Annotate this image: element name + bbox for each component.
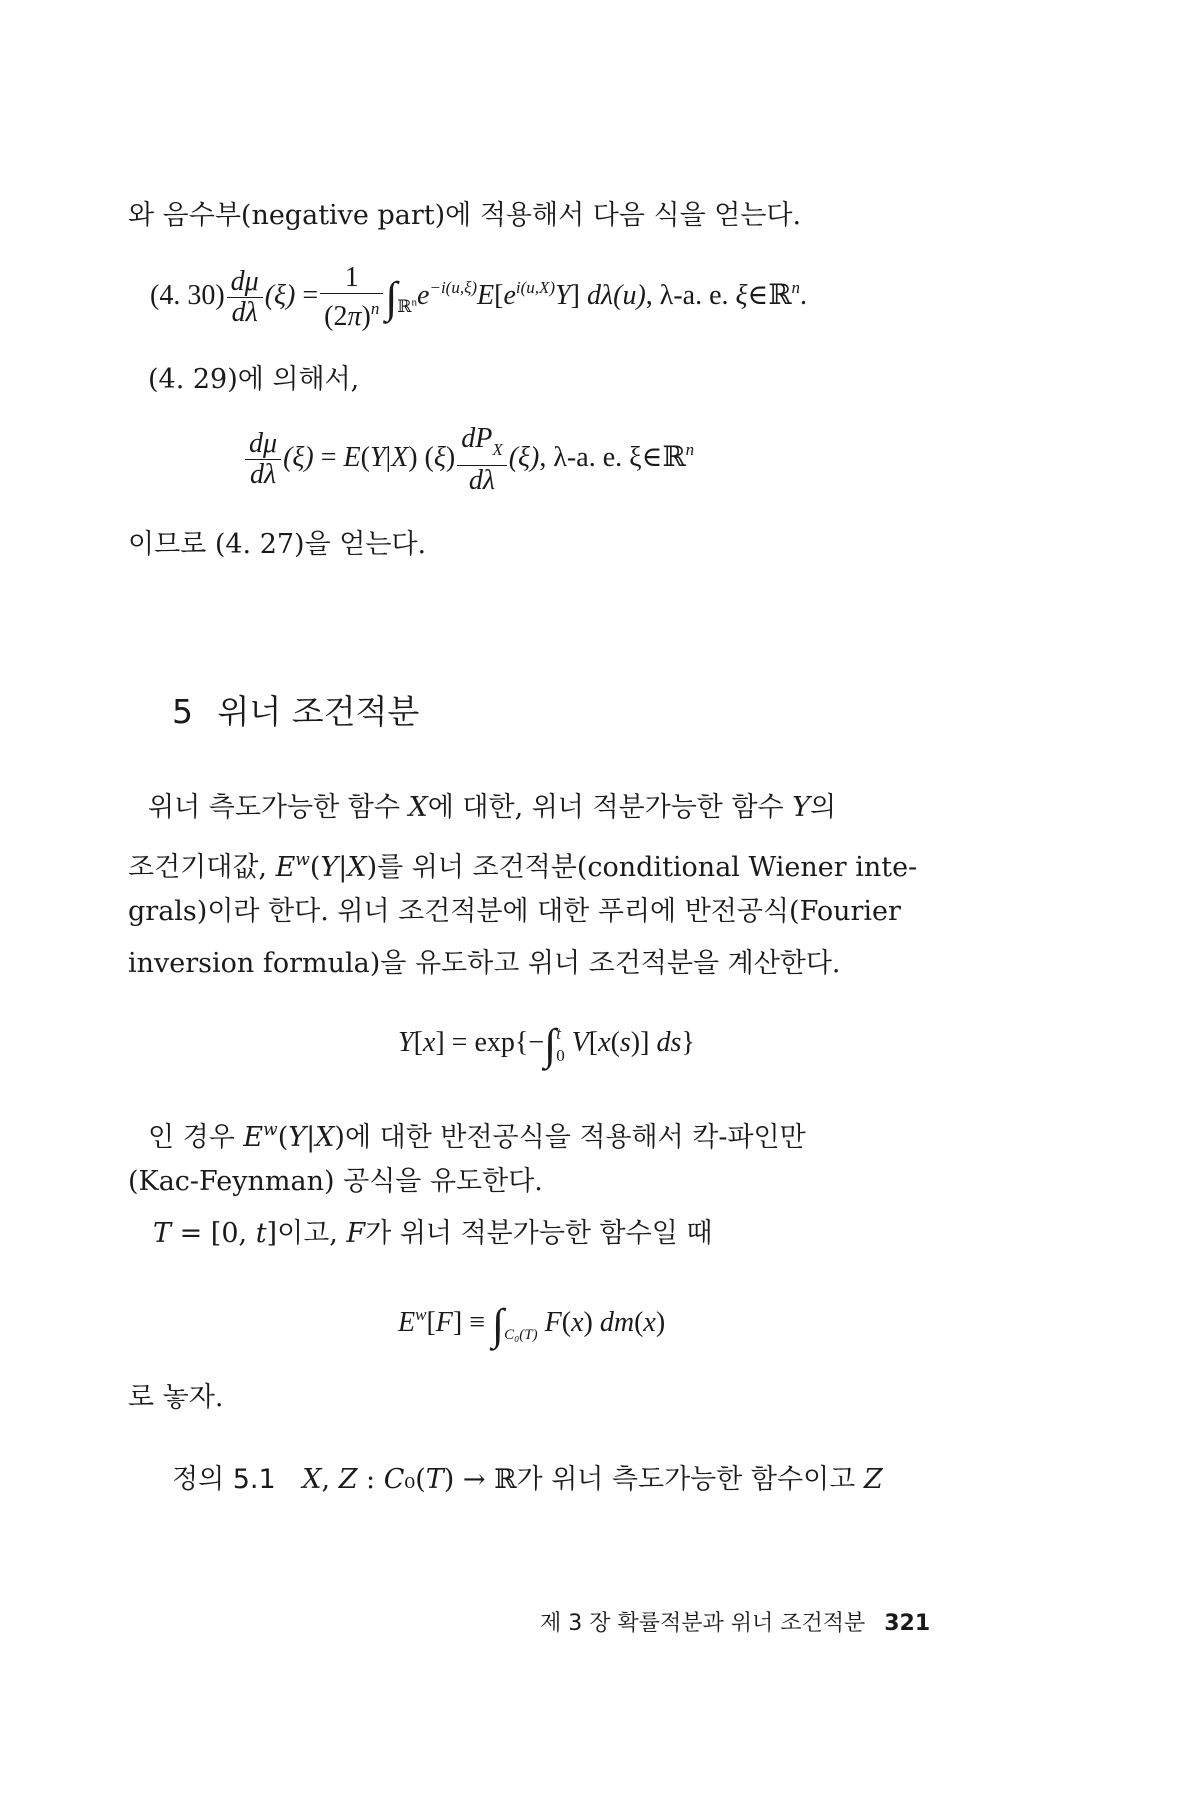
- section-heading: [172, 690, 419, 734]
- definition-label: 정의 5.1: [172, 1464, 276, 1495]
- text-line-3: (4. 29)에 의해서,: [148, 364, 360, 395]
- para1-line-c: grals)이라 한다. 위너 조건적분에 대한 푸리에 반전공식(Fourier: [128, 896, 901, 927]
- equation-E: $E^w[F] \equiv \int_{C_0(T)}$ F(x) dm(x): [398, 1300, 666, 1349]
- equation-tail: , λ-a. e. ξ∈ℝ: [539, 442, 686, 473]
- equation-Y: Y[x] = exp{−∫ t 0 V[x(s)] ds}: [398, 1020, 695, 1069]
- section-title: 위너 조건적분: [217, 692, 420, 731]
- text-line-5: 이므로 (4. 27)을 얻는다.: [128, 529, 427, 560]
- definition-5-1: 정의 5.1 X, Z : C₀(T) → ℝ가 위너 측도가능한 함수이고 Z: [172, 1464, 883, 1495]
- section-number: 5: [172, 692, 193, 731]
- para2-line-c: T = [0, t]이고, F가 위너 적분가능한 함수일 때: [153, 1218, 713, 1249]
- text-line-roh: 로 놓자.: [128, 1382, 224, 1413]
- footer-chapter: 제 3 장 확률적분과 위너 조건적분: [540, 1611, 866, 1636]
- page-footer: [540, 1606, 930, 1637]
- equation-4-30: (4. 30) $\frac{d\mu}{d\lambda}$ (ξ) = $\frac{1}{(2\pi)^n}$ $\int_{ℝ^n}e^{-i(u,\xi)}E[e^{i(u,X)}Y]$ dλ(u), λ-a. e. ξ∈ℝ$^n$.: [150, 262, 808, 333]
- para1-line-a: 위너 측도가능한 함수 X에 대한, 위너 적분가능한 함수 Y의: [148, 792, 837, 823]
- para2-line-b: (Kac-Feynman) 공식을 유도한다.: [128, 1166, 543, 1197]
- page-number: 321: [884, 1611, 931, 1636]
- para1-line-b: 조건기대값, $E^w(Y|X)$를 위너 조건적분(conditional Wiener inte-: [128, 850, 918, 883]
- para2-line-a: 인 경우 $E^w(Y|X)$에 대한 반전공식을 적용해서 칵-파인만: [148, 1120, 806, 1153]
- text-line-1: 와 음수부(negative part)에 적용해서 다음 식을 얻는다.: [128, 200, 802, 231]
- equation-label: (4. 30): [150, 280, 225, 311]
- equation-density: $\frac{d\mu}{d\lambda}$ (ξ) = E(Y|X) (ξ) $\frac{dP_X}{d\lambda}$ (ξ), λ-a. e. ξ∈ℝ$^n$: [243, 420, 694, 496]
- para1-line-d: inversion formula)을 유도하고 위너 조건적분을 계산한다.: [128, 948, 841, 979]
